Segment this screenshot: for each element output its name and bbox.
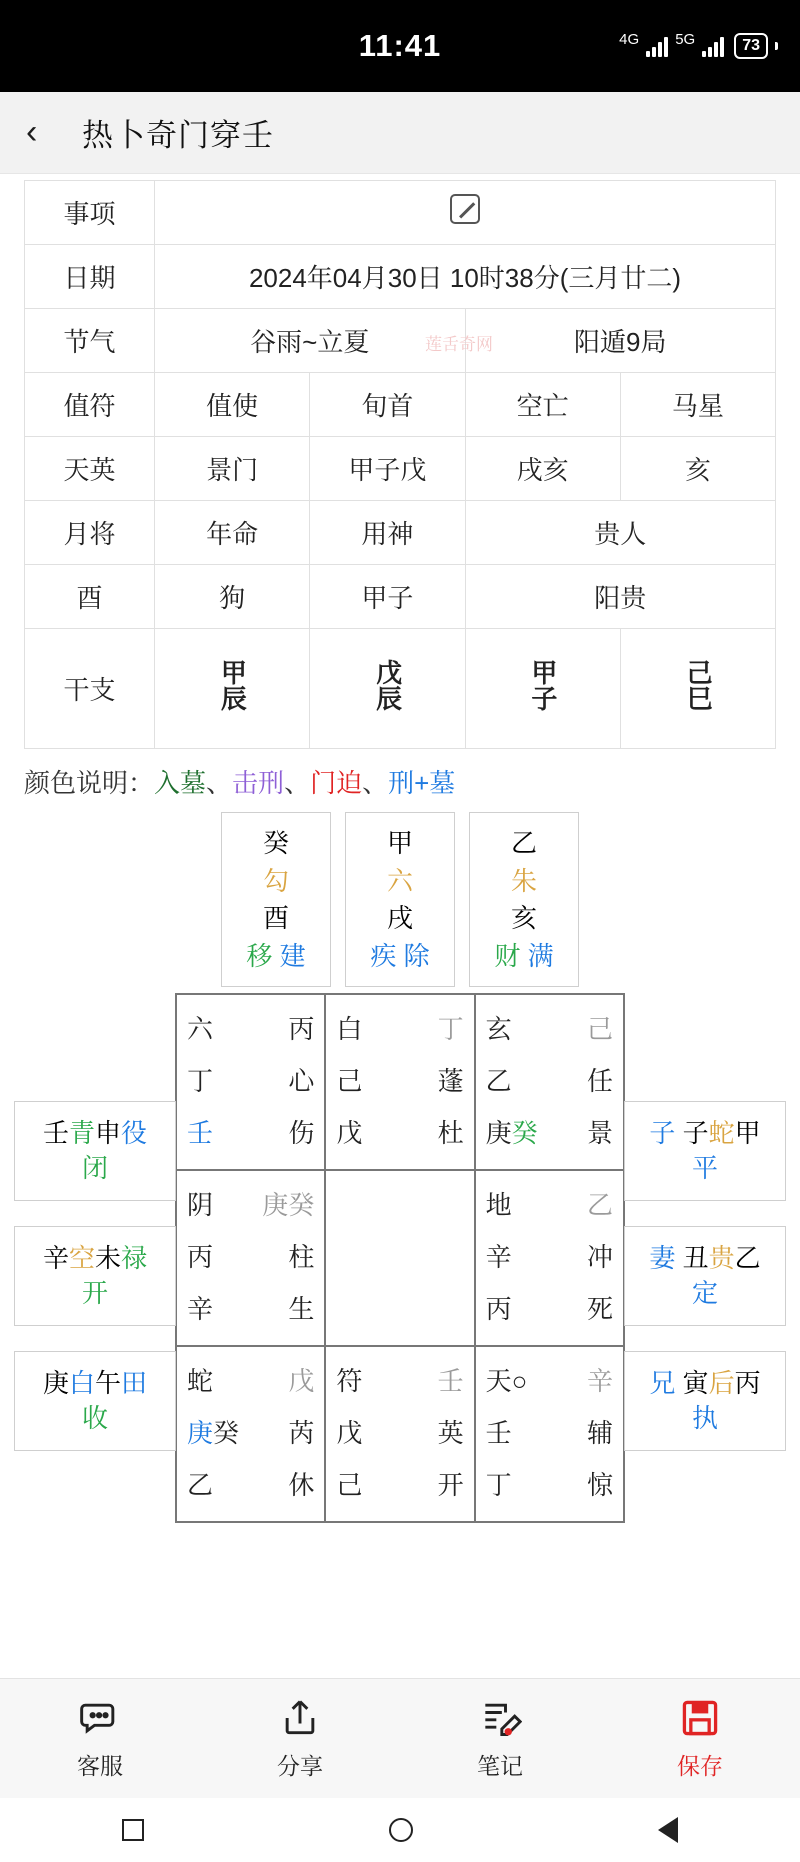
- sbr3-e: 丙: [734, 1367, 761, 1398]
- tp3-line4: [470, 938, 578, 976]
- ganzhi-year-text: 甲辰: [217, 658, 248, 711]
- value-nianming: 狗: [155, 565, 310, 629]
- sbr3-b: 执: [691, 1402, 718, 1433]
- sbr1-a: 子: [649, 1117, 676, 1148]
- ganzhi-hour-text: 己巳: [683, 658, 714, 711]
- sbl1-c: 申: [95, 1117, 122, 1148]
- c2-tr: 丁: [437, 1013, 464, 1044]
- triangle-back-icon[interactable]: [658, 1817, 678, 1843]
- label-solar-term: 节气: [25, 309, 155, 373]
- tp1-line4: [222, 938, 330, 976]
- c8-br: 开: [437, 1469, 464, 1500]
- tp1-line4a: 移: [246, 941, 273, 972]
- tp2-line4: [346, 938, 454, 976]
- palace-cell-8[interactable]: [325, 1346, 474, 1522]
- label-zhifu: 值符: [25, 373, 155, 437]
- label-guiren: 贵人: [465, 501, 776, 565]
- c2-br: 杜: [437, 1117, 464, 1148]
- c4-br: 生: [288, 1293, 315, 1324]
- c3-ml: 乙: [485, 1065, 512, 1096]
- square-icon[interactable]: [122, 1819, 144, 1841]
- label-date: 日期: [25, 245, 155, 309]
- signal-bars-2-icon: [702, 35, 724, 57]
- sbl1-d: 役: [121, 1117, 148, 1148]
- c7-mr: 芮: [288, 1417, 315, 1448]
- c6-bl: 丙: [485, 1293, 512, 1324]
- value-zhifu: 天英: [25, 437, 155, 501]
- sbl1-a: 壬: [42, 1117, 69, 1148]
- c4-tl: 阴: [187, 1189, 214, 1220]
- c7-br: 休: [288, 1469, 315, 1500]
- c8-ml: 戊: [336, 1417, 363, 1448]
- nav-share[interactable]: [200, 1696, 400, 1781]
- sbr3-d: 后: [708, 1367, 735, 1398]
- tp2-line4b: 除: [403, 941, 430, 972]
- c6-tr: 乙: [586, 1189, 613, 1220]
- tp3-line1: 乙: [510, 828, 537, 858]
- watermark: 莲舌奇网: [425, 335, 493, 354]
- c3-tl: 玄: [485, 1013, 512, 1044]
- label-yuejiang: 月将: [25, 501, 155, 565]
- network-5g-label: 5G: [675, 30, 696, 48]
- palace-cell-7[interactable]: [176, 1346, 325, 1522]
- table-row-matter: [25, 181, 776, 245]
- label-maxing: 马星: [620, 373, 775, 437]
- table-row-ganzhi: [25, 629, 776, 749]
- nav-label-notes: 笔记: [477, 1753, 523, 1779]
- c9-ml: 壬: [485, 1417, 512, 1448]
- c3-bl: [486, 1113, 538, 1153]
- tp3-line4b: 满: [527, 941, 554, 972]
- c4-ml: 丙: [187, 1241, 214, 1272]
- sbl2-d: 禄: [121, 1242, 148, 1273]
- nav-notes[interactable]: [400, 1696, 600, 1781]
- c4-mr: 柱: [288, 1241, 315, 1272]
- side-box-left-1[interactable]: [14, 1101, 176, 1201]
- qimen-grid: [175, 993, 625, 1523]
- sbr3-line: [649, 1366, 760, 1436]
- palace-cell-4[interactable]: [176, 1170, 325, 1346]
- nav-label-save: 保存: [677, 1753, 723, 1779]
- matter-edit-cell[interactable]: [155, 181, 776, 245]
- c1-tr: 丙: [288, 1013, 315, 1044]
- qimen-board: [0, 993, 800, 1533]
- sbr3-a: 兄: [649, 1367, 676, 1398]
- c8-tl: 符: [336, 1365, 363, 1396]
- label-kongwang: 空亡: [465, 373, 620, 437]
- sbr1-b: 平: [691, 1152, 718, 1183]
- share-icon[interactable]: [200, 1696, 400, 1742]
- sbl2-b: 空: [68, 1242, 95, 1273]
- legend-title: 颜色说明：: [24, 768, 155, 798]
- sbr2-e: 乙: [734, 1242, 761, 1273]
- sbl3-d: 田: [121, 1367, 148, 1398]
- tp1-line4b: 建: [279, 941, 306, 972]
- side-box-left-2[interactable]: [14, 1226, 176, 1326]
- ganzhi-year: [155, 629, 310, 749]
- table-row-solarterm: [25, 309, 776, 373]
- status-clock: 11:41: [358, 28, 442, 63]
- sbl2-e: 开: [81, 1277, 108, 1308]
- sbl1-b: 青: [68, 1117, 95, 1148]
- status-indicators: [619, 30, 778, 59]
- sbl3-line: [43, 1366, 147, 1436]
- side-box-right-2[interactable]: [624, 1226, 786, 1326]
- palace-cell-2[interactable]: [325, 994, 474, 1170]
- tp1-line3: 酉: [262, 903, 289, 934]
- c7-ml: [187, 1413, 239, 1453]
- sbr1-d: 蛇: [708, 1117, 735, 1148]
- tp2-line4a: 疾: [370, 941, 397, 972]
- sbl3-a: 庚: [42, 1367, 69, 1398]
- sbl3-b: 白: [68, 1367, 95, 1398]
- label-yongshen: 用神: [310, 501, 465, 565]
- sbl3-c: 午: [95, 1367, 122, 1398]
- bottom-toolbar: [0, 1678, 800, 1798]
- c2-bl: 戊: [336, 1117, 363, 1148]
- tp3-line3: 亥: [510, 903, 537, 934]
- sbr2-b: 定: [691, 1277, 718, 1308]
- back-icon[interactable]: ‹: [26, 113, 38, 151]
- c2-mr: 蓬: [437, 1065, 464, 1096]
- ganzhi-day-text: 甲子: [527, 658, 558, 711]
- sbl2-line: [43, 1241, 147, 1311]
- table-row-values-1: [25, 437, 776, 501]
- c1-ml: 丁: [187, 1065, 214, 1096]
- label-matter: 事项: [25, 181, 155, 245]
- sbl1-e: 闭: [81, 1152, 108, 1183]
- sbl3-e: 收: [81, 1402, 108, 1433]
- c2-tl: 白: [336, 1013, 363, 1044]
- tp3-line4a: 财: [494, 941, 521, 972]
- top-palace-row: [0, 812, 800, 987]
- sbl1-line: [43, 1116, 147, 1186]
- tp2-line3: 戌: [386, 903, 413, 934]
- ganzhi-month-text: 戊辰: [372, 658, 403, 711]
- label-nianming: 年命: [155, 501, 310, 565]
- table-row-headers-2: [25, 501, 776, 565]
- table-row-date: [25, 245, 776, 309]
- c1-mr: 心: [288, 1065, 315, 1096]
- value-yuejiang: 酉: [25, 565, 155, 629]
- c3-bl1: 庚: [485, 1117, 512, 1148]
- legend-item-menpo: 门迫: [310, 768, 363, 798]
- tp1-line1: 癸: [262, 828, 289, 858]
- c9-tl: [486, 1361, 528, 1401]
- legend-item-rumu: 入墓: [154, 768, 207, 798]
- c9-br: 惊: [586, 1469, 613, 1500]
- value-yongshen: 甲子: [310, 565, 465, 629]
- sbl2-c: 未: [95, 1242, 122, 1273]
- label-xunshou: 旬首: [310, 373, 465, 437]
- palace-cell-6[interactable]: [475, 1170, 624, 1346]
- edit-pencil-icon[interactable]: [450, 194, 480, 224]
- c7-tr: 戊: [288, 1365, 315, 1396]
- ganzhi-month: [310, 629, 465, 749]
- top-palace-1[interactable]: [221, 812, 331, 987]
- sbr2-c: 丑: [682, 1242, 709, 1273]
- side-box-right-1[interactable]: [624, 1101, 786, 1201]
- c7-bl: 乙: [187, 1469, 214, 1500]
- c9-tl-text: 天: [485, 1365, 512, 1396]
- c6-ml: 辛: [485, 1241, 512, 1272]
- c8-mr: 英: [437, 1417, 464, 1448]
- c3-tr: 己: [586, 1013, 613, 1044]
- network-4g-label: 4G: [619, 30, 640, 48]
- top-palace-2[interactable]: [345, 812, 455, 987]
- tp2-line2: 六: [386, 865, 413, 896]
- sbr3-c: 寅: [682, 1367, 709, 1398]
- date-value: 2024年04月30日 10时38分(三月廿二): [155, 245, 776, 309]
- sbr1-line: [649, 1116, 760, 1186]
- app-bar: [0, 92, 800, 174]
- c1-br: 伤: [288, 1117, 315, 1148]
- legend-item-xingmu: 刑+墓: [388, 768, 456, 798]
- c4-tr1: 庚: [262, 1189, 289, 1220]
- label-zhishi: 值使: [155, 373, 310, 437]
- chart-info-table: [24, 180, 776, 749]
- value-zhishi: 景门: [155, 437, 310, 501]
- tp1-line2: 勾: [262, 865, 289, 896]
- signal-bars-1-icon: [646, 35, 668, 57]
- android-nav-bar: [0, 1798, 800, 1862]
- chat-icon[interactable]: [0, 1696, 200, 1742]
- palace-cell-1[interactable]: [176, 994, 325, 1170]
- palace-cell-9[interactable]: [475, 1346, 624, 1522]
- tp3-line2: 朱: [510, 865, 537, 896]
- c9-circle-icon: ○: [511, 1365, 528, 1396]
- ganzhi-day: [465, 629, 620, 749]
- circle-icon[interactable]: [389, 1818, 413, 1842]
- c2-ml: 己: [336, 1065, 363, 1096]
- c3-mr: 任: [586, 1065, 613, 1096]
- c3-bl2: 癸: [511, 1117, 538, 1148]
- palace-cell-3[interactable]: [475, 994, 624, 1170]
- c4-tr: [262, 1185, 314, 1225]
- battery-level: 73: [734, 33, 768, 59]
- sbr1-c: 子: [682, 1117, 709, 1148]
- c6-tl: 地: [485, 1189, 512, 1220]
- tp2-line1: 甲: [386, 828, 413, 858]
- value-guiren: 阳贵: [465, 565, 776, 629]
- value-maxing: 亥: [620, 437, 775, 501]
- label-ganzhi: 干支: [25, 629, 155, 749]
- c9-tr: 辛: [586, 1365, 613, 1396]
- c9-bl: 丁: [485, 1469, 512, 1500]
- sbl2-a: 辛: [42, 1242, 69, 1273]
- side-box-left-3[interactable]: [14, 1351, 176, 1451]
- table-row-headers-1: [25, 373, 776, 437]
- c4-bl: 辛: [187, 1293, 214, 1324]
- note-edit-icon[interactable]: [400, 1696, 600, 1742]
- c8-tr: 壬: [437, 1365, 464, 1396]
- sbr2-line: [649, 1241, 760, 1311]
- side-box-right-3[interactable]: [624, 1351, 786, 1451]
- c6-br: 死: [586, 1293, 613, 1324]
- c7-ml2: 癸: [213, 1417, 240, 1448]
- status-bar: [0, 0, 800, 92]
- c4-tr2: 癸: [288, 1189, 315, 1220]
- nav-label-customer-service: 客服: [77, 1753, 123, 1779]
- palace-cell-5-center[interactable]: [325, 1170, 474, 1346]
- c7-tl: 蛇: [187, 1365, 214, 1396]
- legend-sep-1: 、: [206, 768, 233, 798]
- nav-save[interactable]: [600, 1696, 800, 1781]
- c6-mr: 冲: [586, 1241, 613, 1272]
- dunju-value: 阳遁9局: [465, 309, 776, 373]
- sbr2-a: 妻: [649, 1242, 676, 1273]
- value-xunshou: 甲子戊: [310, 437, 465, 501]
- c1-tl: 六: [187, 1013, 214, 1044]
- page-title: 热卜奇门穿壬: [82, 118, 274, 153]
- c1-bl: 壬: [187, 1117, 214, 1148]
- legend-sep-3: 、: [362, 768, 389, 798]
- value-kongwang: 戌亥: [465, 437, 620, 501]
- ganzhi-hour: [620, 629, 775, 749]
- battery-tip-icon: [775, 42, 778, 50]
- color-legend: [24, 763, 776, 800]
- c7-ml1: 庚: [187, 1417, 214, 1448]
- c8-bl: 己: [336, 1469, 363, 1500]
- table-row-values-2: [25, 565, 776, 629]
- legend-item-jixing: 击刑: [232, 768, 285, 798]
- solar-term-value: 谷雨~立夏: [155, 309, 466, 373]
- save-disk-icon[interactable]: [600, 1696, 800, 1742]
- sbr1-e: 甲: [734, 1117, 761, 1148]
- c3-br: 景: [586, 1117, 613, 1148]
- nav-label-share: 分享: [277, 1753, 323, 1779]
- nav-customer-service[interactable]: [0, 1696, 200, 1781]
- sbr2-d: 贵: [708, 1242, 735, 1273]
- c9-mr: 辅: [586, 1417, 613, 1448]
- top-palace-3[interactable]: [469, 812, 579, 987]
- legend-sep-2: 、: [284, 768, 311, 798]
